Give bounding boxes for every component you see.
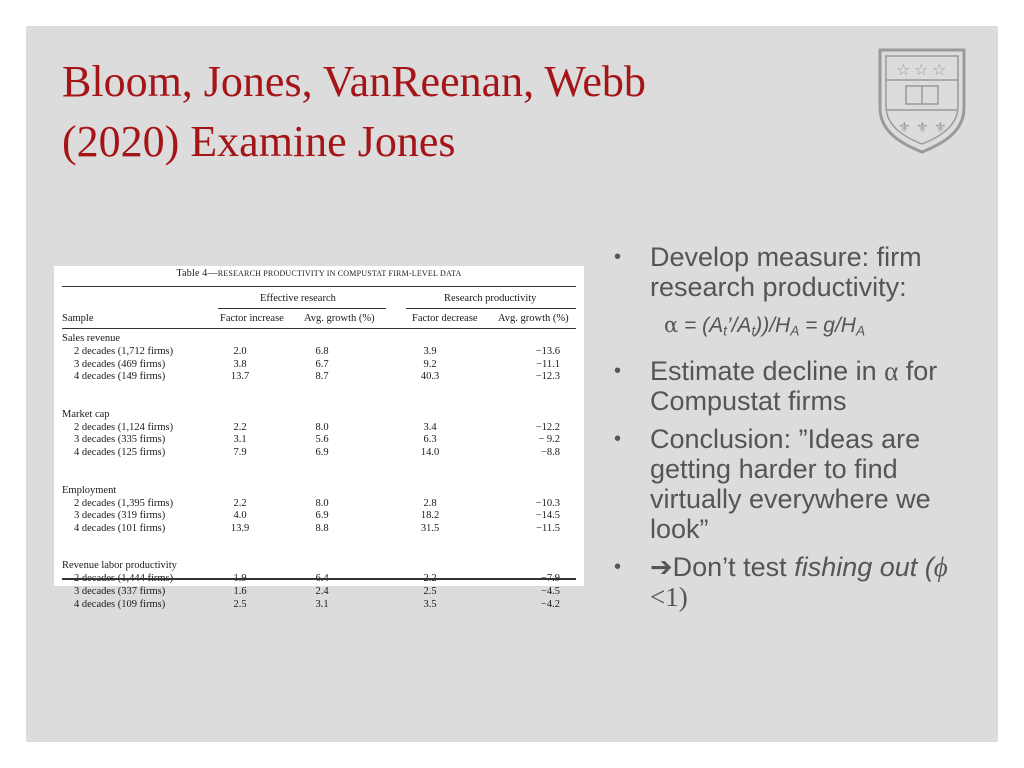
bullet-dont-test [610, 552, 950, 612]
table-row-label: 4 decades (101 firms) [74, 522, 166, 534]
table-cell: 3.5 [423, 598, 437, 610]
table-cell: 3.9 [423, 346, 437, 357]
formula-alpha [610, 310, 950, 346]
table-row-label: 3 decades (469 firms) [74, 358, 166, 370]
table-cell: 8.7 [315, 371, 329, 383]
bullet-text: Conclusion: ”Ideas are getting harder to find virtually everywhere we look” [650, 424, 931, 545]
table-cell: 2.0 [233, 346, 247, 357]
table-cell: 2.8 [423, 497, 437, 509]
table-row-label: 4 decades (149 firms) [74, 371, 166, 383]
table-cell: −11.1 [536, 358, 560, 370]
table-cell: 13.9 [230, 522, 250, 534]
table-row-label: 4 decades (109 firms) [74, 598, 166, 610]
title-line-1: Bloom, Jones, VanReenan, Webb [62, 57, 646, 106]
bullet-text: Develop measure: firm research productivity: [650, 242, 922, 302]
table-cell: −12.3 [535, 371, 560, 383]
bullet-dot: • [614, 360, 622, 383]
bullet-text-tail: <1) [650, 582, 688, 613]
formula-sub: A [790, 323, 800, 339]
table-cell: −12.2 [535, 421, 560, 433]
phi-symbol: ϕ [933, 552, 948, 583]
col-header-avg-growth-2: Avg. growth (%) [498, 313, 569, 324]
svg-text:☆: ☆ [914, 60, 929, 79]
table-row-label: 2 decades (1,124 firms) [74, 421, 174, 433]
svg-text:☆: ☆ [932, 60, 947, 79]
formula-part: ’/A [726, 314, 752, 337]
arrow-right-icon: ➔ [650, 552, 673, 583]
bullet-dot: • [614, 556, 622, 579]
table-caption-prefix: Table 4— [176, 268, 218, 279]
svg-text:⚜: ⚜ [916, 120, 929, 136]
table-cell: − 9.2 [538, 434, 560, 446]
table-cell: −4.2 [540, 598, 560, 610]
table-cell: 40.3 [420, 371, 440, 383]
table-cell: 6.3 [423, 434, 437, 446]
bullet-dot: • [614, 428, 622, 451]
col-header-sample: Sample [62, 313, 94, 324]
alpha-symbol: α [884, 356, 899, 387]
table-cell: −14.5 [535, 510, 560, 522]
table-cell: 31.5 [420, 522, 440, 534]
bullet-conclusion [610, 424, 950, 544]
table-caption-text: RESEARCH PRODUCTIVITY IN COMPUSTAT FIRM-LEVEL DATA [217, 269, 462, 278]
table-caption [54, 268, 584, 279]
table-cell: 8.0 [315, 421, 329, 433]
table-cell: 2.5 [233, 598, 247, 610]
table-cell: −8.8 [540, 447, 560, 458]
table-cell: 2.2 [233, 497, 247, 509]
table-cell: 7.9 [233, 447, 247, 458]
research-productivity-table [54, 266, 584, 610]
group-header-effective: Effective research [260, 293, 336, 304]
table-cell: 3.1 [233, 434, 247, 446]
col-header-factor-increase: Factor increase [220, 313, 284, 324]
table-cell: 6.9 [315, 447, 329, 458]
table-cell: −4.5 [540, 586, 560, 597]
table-cell: 4.0 [233, 510, 247, 522]
formula-sub: t [751, 323, 756, 339]
title-line-2: (2020) Examine Jones [62, 117, 456, 166]
formula-part: ))/H [755, 314, 791, 337]
table-cell: 3.8 [233, 358, 247, 370]
table-row-label: 3 decades (319 firms) [74, 510, 166, 522]
formula-part: = g/H [799, 314, 856, 337]
table-row-label: 2 decades (1,395 firms) [74, 497, 174, 509]
table-cell: −10.3 [535, 497, 560, 509]
bullet-text-tail: for Compustat firms [650, 356, 938, 417]
bullet-italic-text: fishing out ( [794, 552, 934, 583]
table-cell: 13.7 [230, 371, 250, 383]
table-cell: −11.5 [536, 522, 560, 534]
col-header-avg-growth-1: Avg. growth (%) [304, 313, 375, 324]
table-cell: 18.2 [420, 510, 440, 522]
formula-part: = (A [678, 314, 724, 337]
table-row-label: 4 decades (125 firms) [74, 447, 166, 458]
table-cell: 14.0 [420, 447, 440, 458]
university-crest-icon [876, 46, 968, 154]
table-row-label: 2 decades (1,712 firms) [74, 346, 174, 357]
table-cell: 8.0 [315, 497, 329, 509]
table-row-label: 3 decades (335 firms) [74, 434, 166, 446]
svg-text:⚜: ⚜ [934, 120, 947, 136]
table-row-label: 3 decades (337 firms) [74, 586, 166, 597]
formula-sub: A [855, 323, 866, 339]
formula-sub: t [723, 323, 727, 339]
table-cell: 2.2 [233, 421, 247, 433]
table-cell: 2.4 [315, 586, 329, 597]
table-cell: 6.7 [315, 358, 329, 370]
bullet-dot: • [614, 246, 622, 268]
table-cell: 9.2 [423, 358, 437, 370]
bullet-list [610, 242, 950, 620]
table-cell: 3.4 [423, 421, 437, 433]
table-cell: 3.1 [315, 598, 329, 610]
table-section-header: Employment [62, 484, 117, 496]
table-cell: −13.6 [535, 346, 560, 357]
table-section-header: Sales revenue [62, 333, 121, 344]
bullet-develop-measure [610, 242, 950, 302]
bullet-text: Don’t test [672, 552, 795, 583]
col-header-factor-decrease: Factor decrease [412, 313, 478, 324]
table-cell: 1.6 [233, 586, 247, 597]
slide-title [62, 52, 822, 172]
bullet-estimate-decline [610, 356, 950, 416]
svg-text:⚜: ⚜ [898, 120, 911, 136]
group-header-productivity: Research productivity [444, 293, 537, 304]
table-section-header: Market cap [62, 408, 110, 420]
bullet-text: Estimate decline in [650, 356, 885, 387]
slide [26, 26, 998, 742]
table-cell: 6.8 [315, 346, 329, 357]
alpha-symbol: α [664, 313, 679, 337]
svg-text:☆: ☆ [896, 60, 911, 79]
table-cell: 6.9 [315, 510, 329, 522]
table-cell: 2.5 [423, 586, 437, 597]
table-cell: 8.8 [315, 522, 329, 534]
table-cell: 5.6 [315, 434, 329, 446]
table-section-header: Revenue labor productivity [62, 560, 177, 572]
